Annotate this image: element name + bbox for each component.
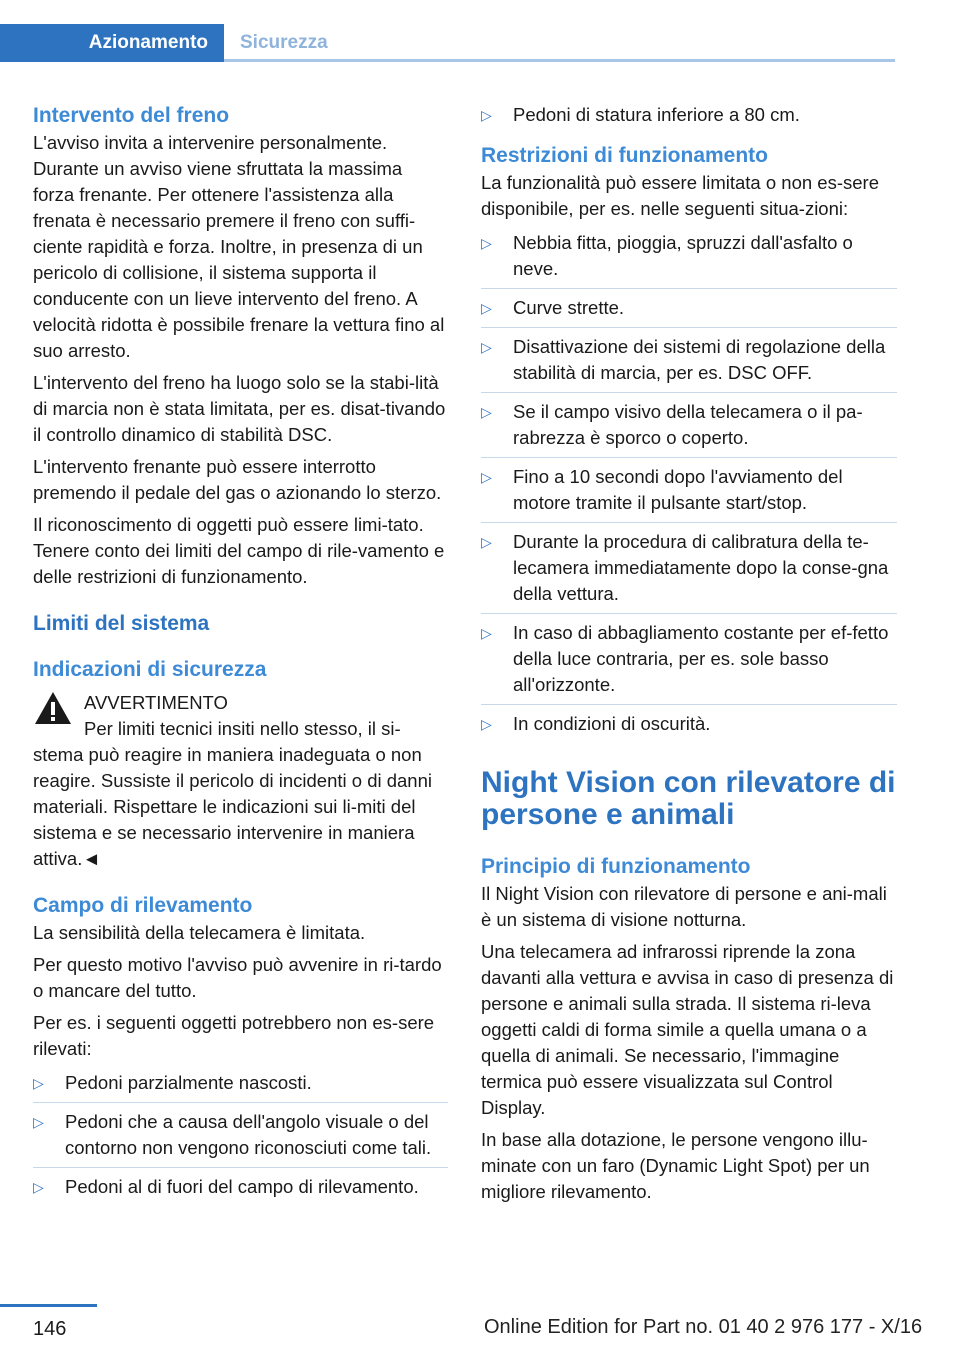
paragraph: La sensibilità della telecamera è limitata.: [33, 922, 366, 943]
tab-azionamento[interactable]: Azionamento: [0, 24, 224, 62]
list-item: ▷ Curve strette.: [481, 295, 897, 328]
list-item: ▷ Pedoni al di fuori del campo di rilevamento.: [33, 1174, 448, 1200]
list-item: ▷ Pedoni parzialmente nascosti.: [33, 1070, 448, 1103]
heading-indicazioni-sicurezza: Indicazioni di sicurezza: [33, 658, 267, 681]
paragraph: In base alla dotazione, le persone vengono illu‐minate con un faro (Dynamic Light Spot) per un migliore rilevamento.: [481, 1129, 870, 1202]
paragraph: L'intervento del freno ha luogo solo se la stabi‐lità di marcia non è stata limitata, per es. disat‐tivando il controllo dinamico di stabilità DSC.: [33, 372, 446, 445]
list-item: ▷ Pedoni di statura inferiore a 80 cm.: [481, 102, 897, 128]
right-column: [481, 102, 897, 1211]
warning-text: Per limiti tecnici insiti nello stesso, il si‐stema può reagire in maniera inadeguata o non reagire. Sussiste il pericolo di incidenti o di danni materiali. Rispettare le indicazioni sui li‐miti del sistema e se necessario intervenire in maniera attiva.◄: [33, 718, 432, 869]
triangle-right-icon: ▷: [33, 1114, 44, 1130]
header-rule: [224, 59, 895, 62]
list-item: ▷ Durante la procedura di calibratura della te‐lecamera immediatamente dopo la conse‐gna della vettura.: [481, 529, 897, 614]
triangle-right-icon: ▷: [481, 404, 492, 420]
paragraph: La funzionalità può essere limitata o non es‐sere disponibile, per es. nelle seguenti situa‐zioni:: [481, 172, 879, 219]
list-item: ▷ Se il campo visivo della telecamera o il pa‐rabrezza è sporco o coperto.: [481, 399, 897, 458]
triangle-right-icon: ▷: [481, 339, 492, 355]
paragraph: L'intervento frenante può essere interrotto premendo il pedale del gas o azionando lo sterzo.: [33, 456, 442, 503]
triangle-right-icon: ▷: [481, 107, 492, 123]
triangle-right-icon: ▷: [481, 534, 492, 550]
heading-limiti-sistema: Limiti del sistema: [33, 612, 210, 635]
header-tabs: [0, 24, 895, 62]
list-item: ▷ Fino a 10 secondi dopo l'avviamento del motore tramite il pulsante start/stop.: [481, 464, 897, 523]
paragraph: Il Night Vision con rilevatore di persone e ani‐mali è un sistema di visione notturna.: [481, 883, 887, 930]
warning-box: [33, 690, 448, 872]
list-item: ▷ In condizioni di oscurità.: [481, 711, 897, 737]
page-number: 146: [33, 1318, 67, 1340]
tab-sicurezza[interactable]: Sicurezza: [240, 32, 328, 53]
undetected-objects-list-cont: [481, 102, 897, 128]
footer-rule: [0, 1304, 97, 1307]
triangle-right-icon: ▷: [481, 300, 492, 316]
triangle-right-icon: ▷: [481, 716, 492, 732]
undetected-objects-list: [33, 1070, 448, 1200]
heading-restrizioni: Restrizioni di funzionamento: [481, 144, 768, 167]
heading-intervento-freno: Intervento del freno: [33, 104, 230, 127]
triangle-right-icon: ▷: [33, 1179, 44, 1195]
left-column: [33, 102, 448, 1206]
heading-principio: Principio di funzionamento: [481, 855, 751, 878]
restrictions-list: [481, 230, 897, 737]
triangle-right-icon: ▷: [481, 235, 492, 251]
heading-campo-rilevamento: Campo di rilevamento: [33, 894, 253, 917]
warning-label: AVVERTIMENTO: [84, 692, 228, 713]
list-item: ▷ Disattivazione dei sistemi di regolazione della stabilità di marcia, per es. DSC OFF.: [481, 334, 897, 393]
paragraph: Il riconoscimento di oggetti può essere limi‐tato. Tenere conto dei limiti del campo di rile‐vamento e delle restrizioni di funzionamento.: [33, 514, 445, 587]
triangle-right-icon: ▷: [481, 625, 492, 641]
edition-text: Online Edition for Part no. 01 40 2 976 177 - X/16: [484, 1316, 923, 1338]
paragraph: Per es. i seguenti oggetti potrebbero non es‐sere rilevati:: [33, 1012, 435, 1059]
triangle-right-icon: ▷: [481, 469, 492, 485]
paragraph: Una telecamera ad infrarossi riprende la zona davanti alla vettura e avvisa in caso di presenza di persone e animali sulla strada. Il sistema ri‐leva oggetti caldi di forma simile a quella umana o a quella di animali. Se necessario, l'immagine termica può essere visualizzata sul Control Display.: [481, 941, 894, 1118]
paragraph: Per questo motivo l'avviso può avvenire in ri‐tardo o mancare del tutto.: [33, 954, 442, 1001]
paragraph: L'avviso invita a intervenire personalmente. Durante un avviso viene sfruttata la massima forza frenante. Per ottenere l'assistenza alla frenata è necessario premere il freno con suffi‐ciente rapidità e forza. Inoltre, in presenza di un pericolo di collisione, il sistema supporta il conducente con un lieve intervento del freno. A velocità ridotta è possibile frenare la vettura fino al suo arresto.: [33, 132, 445, 361]
list-item: ▷ Pedoni che a causa dell'angolo visuale o del contorno non vengono riconosciuti come tali.: [33, 1109, 448, 1168]
heading-night-vision: Night Vision con rilevatore di persone e animali: [481, 766, 896, 831]
triangle-right-icon: ▷: [33, 1075, 44, 1091]
list-item: ▷ Nebbia fitta, pioggia, spruzzi dall'asfalto o neve.: [481, 230, 897, 289]
warning-triangle-icon: [33, 690, 73, 726]
list-item: ▷ In caso di abbagliamento costante per ef‐fetto della luce contraria, per es. sole basso all'orizzonte.: [481, 620, 897, 705]
